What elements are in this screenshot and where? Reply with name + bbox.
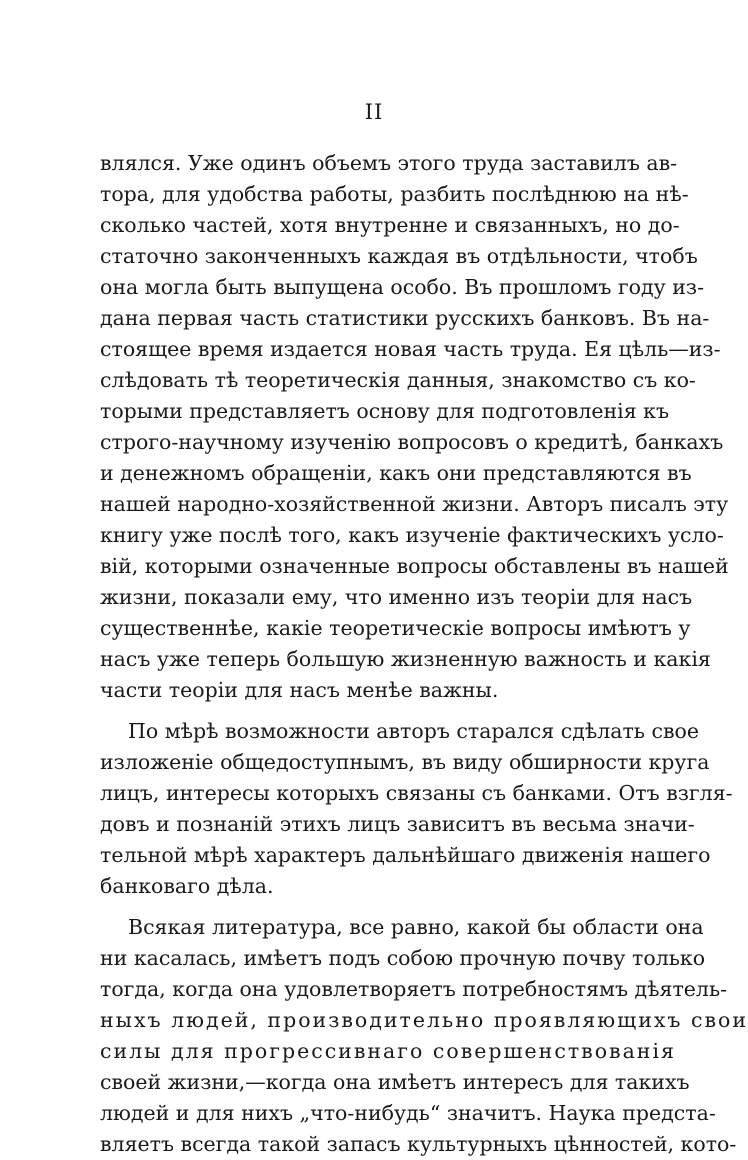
- text-line: лицъ, интересы которыхъ связаны съ банками. Отъ взгля-: [100, 781, 733, 805]
- paragraph-2: [100, 716, 733, 902]
- text-line: вій, которыми означенные вопросы обставлены въ нашей: [100, 554, 729, 578]
- text-line: довъ и познаній этихъ лицъ зависитъ въ весьма значи-: [100, 812, 695, 836]
- text-line: тельной мѣрѣ характеръ дальнѣйшаго движенія нашего: [100, 843, 711, 867]
- page-number: II: [364, 100, 384, 124]
- paragraph-1: [100, 148, 729, 706]
- paragraph-3: [100, 912, 748, 1160]
- body-text: [100, 148, 748, 1160]
- text-line: силы для прогрессивнаго совершенствованія: [100, 1039, 676, 1063]
- text-line: стоящее время издается новая часть труда. Ея цѣль—из-: [100, 337, 721, 361]
- text-line: насъ уже теперь большую жизненную важность и какія: [100, 647, 711, 671]
- text-line: влялся. Уже одинъ объемъ этого труда заставилъ ав-: [100, 151, 678, 175]
- text-line: и денежномъ обращеніи, какъ они представляются въ: [100, 461, 692, 485]
- text-line: строго-научному изученію вопросовъ о кредитѣ, банкахъ: [100, 430, 724, 454]
- text-line: тора, для удобства работы, разбить послѣднюю на нѣ-: [100, 182, 689, 206]
- text-line: ни касалась, имѣетъ подъ собою прочную почву только: [100, 946, 706, 970]
- text-line: По мѣрѣ возможности авторъ старался сдѣлать свое: [128, 719, 699, 743]
- text-line: жизни, показали ему, что именно изъ теоріи для насъ: [100, 585, 693, 609]
- text-line: части теоріи для насъ менѣе важны.: [100, 678, 499, 702]
- text-line: изложеніе общедоступнымъ, въ виду обширности круга: [100, 750, 710, 774]
- text-line: тогда, когда она удовлетворяетъ потребностямъ дѣятель-: [100, 977, 728, 1001]
- text-line: людей и для нихъ „что-нибудь“ значитъ. Наука предста-: [100, 1101, 716, 1125]
- paragraph-gap: [100, 902, 648, 912]
- text-line: банковаго дѣла.: [100, 874, 274, 898]
- text-line: книгу уже послѣ того, какъ изученіе фактическихъ усло-: [100, 523, 724, 547]
- text-line: торыми представляетъ основу для подготовленія къ: [100, 399, 670, 423]
- text-line: слѣдовать тѣ теоретическія данныя, знакомство съ ко-: [100, 368, 696, 392]
- text-line: она могла быть выпущена особо. Въ прошломъ году из-: [100, 275, 704, 299]
- text-line: нашей народно-хозяйственной жизни. Авторъ писалъ эту: [100, 492, 729, 516]
- text-line: сколько частей, хотя внутренне и связанныхъ, но до-: [100, 213, 680, 237]
- text-line: ныхъ людей, производительно проявляющихъ свои: [100, 1008, 748, 1032]
- text-line: вляетъ всегда такой запасъ культурныхъ цѣнностей, кото-: [100, 1132, 737, 1156]
- text-line: дана первая часть статистики русскихъ банковъ. Въ на-: [100, 306, 710, 330]
- text-line: своей жизни,—когда она имѣетъ интересъ для такихъ: [100, 1070, 690, 1094]
- paragraph-gap: [100, 706, 648, 716]
- text-line: статочно законченныхъ каждая въ отдѣльности, чтобъ: [100, 244, 698, 268]
- text-line: Всякая литература, все равно, какой бы области она: [128, 915, 704, 939]
- text-line: существеннѣе, какіе теоретическіе вопросы имѣютъ у: [100, 616, 691, 640]
